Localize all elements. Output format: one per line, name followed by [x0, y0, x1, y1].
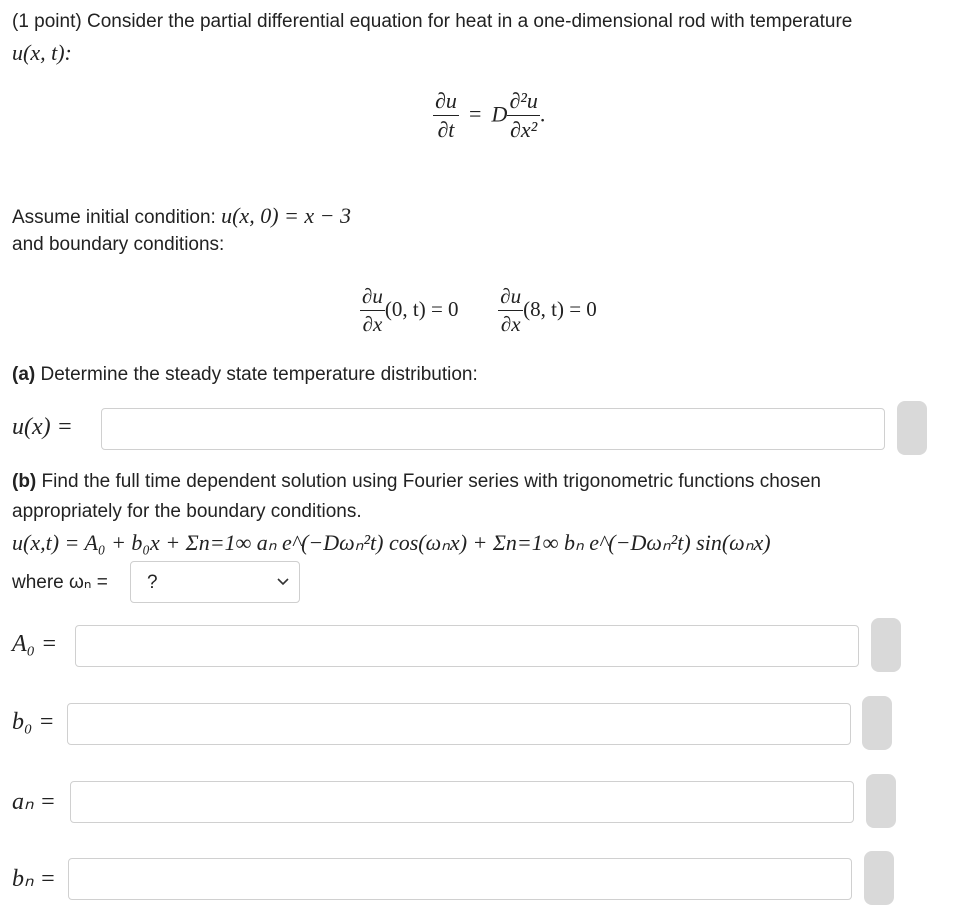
series-formula: u(x,t) = A₀ + b₀x + Σn=1∞ aₙ e^(−Dωₙ²t) cos(ωₙx) + Σn=1∞ bₙ e^(−Dωₙ²t) sin(ωₙx)	[12, 530, 771, 555]
chevron-down-icon	[275, 573, 291, 589]
answer-bn-input[interactable]	[68, 858, 852, 900]
bc2-expr: (8, t) = 0	[523, 297, 597, 322]
part-b-heading	[12, 471, 821, 493]
answer-bn-label: bₙ =	[12, 866, 56, 892]
pde-dt: ∂t	[437, 117, 455, 142]
omega-select[interactable]	[130, 561, 300, 603]
problem-function: u(x, t):	[12, 40, 72, 65]
part-b-text2: appropriately for the boundary conditions.	[12, 501, 362, 522]
initial-condition	[12, 203, 351, 229]
initial-label: Assume initial condition:	[12, 207, 216, 228]
part-a-heading	[12, 364, 478, 386]
part-b-text1: Find the full time dependent solution using Fourier series with trigonometric functions chosen	[41, 471, 821, 492]
pde-dx2: ∂x²	[510, 117, 538, 142]
bc1-du: ∂u	[360, 284, 385, 311]
answer-a0-preview-button[interactable]	[871, 618, 901, 672]
boundary-conditions	[360, 284, 597, 337]
pde-d: D	[491, 101, 508, 127]
part-a-tag: (a)	[12, 364, 36, 385]
bc2-du: ∂u	[498, 284, 523, 311]
boundary-label: and boundary conditions:	[12, 234, 225, 255]
pde-eq: =	[469, 101, 482, 127]
omega-select-value: ?	[147, 572, 158, 593]
answer-a0-input[interactable]	[75, 625, 859, 667]
part-a-text: Determine the steady state temperature distribution:	[40, 364, 478, 385]
answer-bn-preview-button[interactable]	[864, 851, 894, 905]
pde-d2u: ∂²u	[507, 88, 539, 116]
answer-an-label: aₙ =	[12, 789, 56, 815]
answer-b0-input[interactable]	[67, 703, 851, 745]
bc1-expr: (0, t) = 0	[384, 297, 459, 322]
pde-du: ∂u	[433, 88, 459, 116]
part-b-tag: (b)	[12, 471, 37, 492]
pde-dot: .	[539, 101, 546, 127]
initial-expr: u(x, 0) = x − 3	[221, 203, 351, 228]
pde-equation	[433, 88, 545, 143]
answer-an-preview-button[interactable]	[866, 774, 896, 828]
where-label: where ωₙ =	[12, 572, 108, 593]
answer-a0-label: A₀ =	[12, 631, 58, 657]
answer-b0-preview-button[interactable]	[862, 696, 892, 750]
answer-an-input[interactable]	[70, 781, 854, 823]
bc2-dx: ∂x	[500, 312, 521, 336]
answer-ux-preview-button[interactable]	[897, 401, 927, 455]
answer-b0-label: b₀ =	[12, 709, 55, 735]
answer-ux-label: u(x) =	[12, 414, 73, 440]
bc1-dx: ∂x	[362, 312, 383, 336]
answer-ux-input[interactable]	[101, 408, 885, 450]
problem-intro: (1 point) Consider the partial differential equation for heat in a one-dimensional rod with temperature	[12, 11, 853, 32]
